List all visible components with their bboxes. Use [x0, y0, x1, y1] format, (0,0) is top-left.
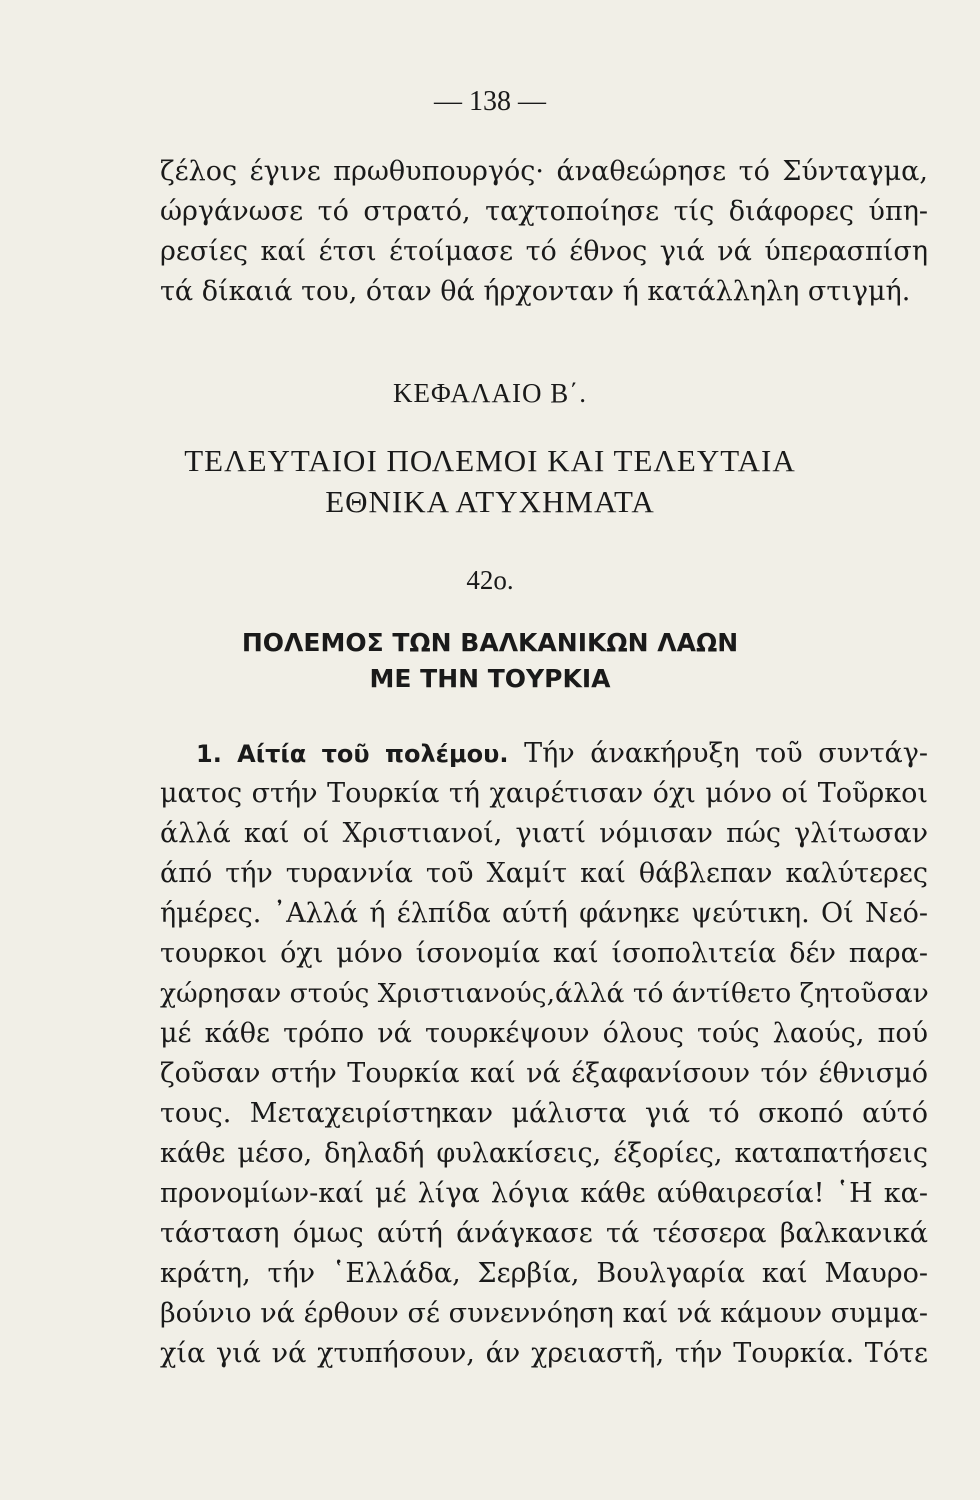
paragraph-lead: 1. Αίτία τοῦ πολέμου. [196, 740, 509, 768]
intro-line: ώργάνωσε τό στρατό, ταχτοποίησε τίς διάφορες ύπη- [160, 196, 928, 227]
body-line: άπό τήν τυραννία τοῦ Χαμίτ καί θάβλεπαν καλύτερες [160, 858, 928, 889]
intro-line: ρεσίες καί έτσι έτοίμασε τό έθνος γιά νά ύπερασπίση [160, 236, 928, 267]
body-line: τους. Μεταχειρίστηκαν μάλιστα γιά τό σκοπό αύτό [160, 1098, 928, 1129]
body-line: βούνιο νά έρθουν σέ συνεννόηση καί νά κάμουν συμμα- [160, 1298, 928, 1329]
chapter-title-line: ΤΕΛΕΥΤΑΙΟΙ ΠΟΛΕΜΟΙ ΚΑΙ ΤΕΛΕΥΤΑΙΑ [184, 443, 796, 478]
section-number: 42ο. [466, 565, 514, 595]
body-text: Τήν άνακήρυξη τοῦ συντάγ- [524, 738, 928, 769]
body-line: ματος στήν Τουρκία τή χαιρέτισαν όχι μόνο οί Τοῦρκοι [160, 778, 928, 809]
section-title-line: ΠΟΛΕΜΟΣ ΤΩΝ ΒΑΛΚΑΝΙΚΩΝ ΛΑΩΝ [241, 628, 739, 657]
chapter-title-line: ΕΘΝΙΚΑ ΑΤΥΧΗΜΑΤΑ [325, 484, 655, 519]
page-number: — 138 — [434, 86, 546, 117]
body-line: ζοῦσαν στήν Τουρκία καί νά έξαφανίσουν τόν έθνισμό [160, 1058, 928, 1089]
body-line: χώρησαν στούς Χριστιανούς,άλλά τό άντίθετο ζητοῦσαν [160, 978, 929, 1009]
body-line: τουρκοι όχι μόνο ίσονομία καί ίσοπολιτεία δέν παρα- [160, 938, 928, 969]
body-line: άλλά καί οί Χριστιανοί, γιατί νόμισαν πώς γλίτωσαν [160, 818, 928, 849]
body-line: τάσταση όμως αύτή άνάγκασε τά τέσσερα βαλκανικά [160, 1218, 928, 1249]
body-line: κάθε μέσο, δηλαδή φυλακίσεις, έξορίες, καταπατήσεις [160, 1138, 928, 1169]
chapter-heading: ΚΕΦΑΛΑΙΟ Β΄. [393, 378, 587, 408]
body-line: κράτη, τήν ῾Ελλάδα, Σερβία, Βουλγαρία καί Μαυρο- [160, 1258, 928, 1289]
intro-line: τά δίκαιά του, όταν θά ήρχονταν ή κατάλληλη στιγμή. [160, 276, 911, 307]
paragraph-first-line [196, 738, 928, 769]
body-line: ήμέρες. ᾿Αλλά ή έλπίδα αύτή φάνηκε ψεύτικη. Οί Νεό- [160, 898, 928, 929]
body-line: μέ κάθε τρόπο νά τουρκέψουν όλους τούς λαούς, πού [160, 1018, 928, 1049]
body-line: χία γιά νά χτυπήσουν, άν χρειαστῆ, τήν Τουρκία. Τότε [160, 1338, 928, 1369]
section-title-line: ΜΕ ΤΗΝ ΤΟΥΡΚΙΑ [369, 664, 611, 693]
intro-line: ζέλος έγινε πρωθυπουργός· άναθεώρησε τό Σύνταγμα, [160, 156, 928, 187]
body-line: προνομίων-καί μέ λίγα λόγια κάθε αύθαιρεσία! ῾Η κα- [160, 1178, 928, 1209]
